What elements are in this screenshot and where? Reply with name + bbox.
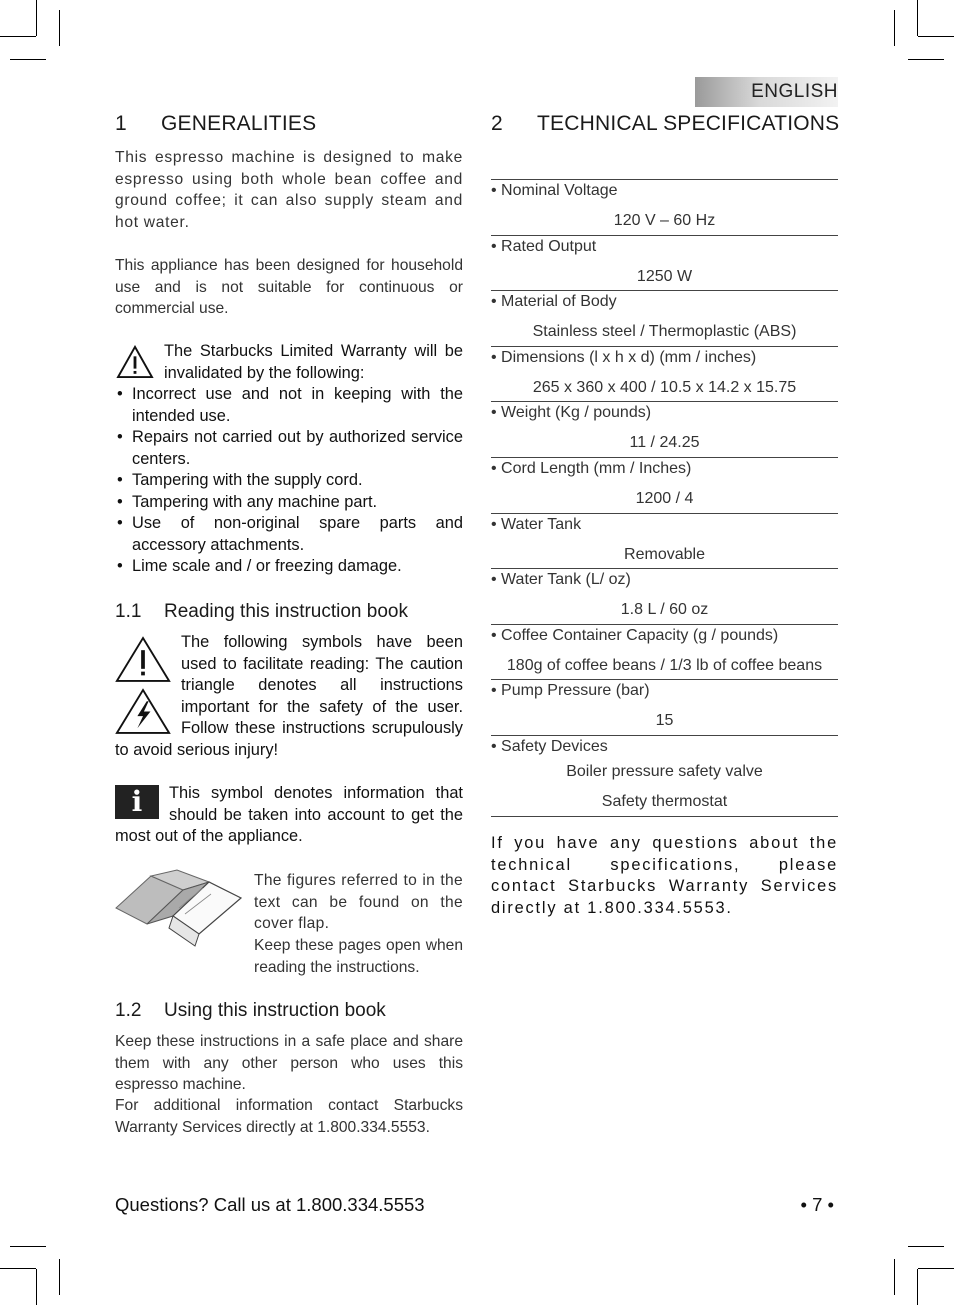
- info-text: [115, 783, 463, 848]
- spec-label: • Safety Devices: [491, 737, 608, 755]
- list-item: • Lime scale and / or freezing damage.: [115, 556, 463, 578]
- section-2-heading: [491, 112, 839, 136]
- info-icon: i: [115, 785, 159, 819]
- spec-label: • Dimensions (l x h x d) (mm / inches): [491, 348, 757, 366]
- warranty-list: [115, 384, 463, 578]
- section-1-1-heading: [115, 601, 408, 623]
- table-row: [491, 180, 838, 236]
- crop-mark: [918, 1268, 954, 1269]
- crop-mark: [894, 10, 895, 46]
- language-label: ENGLISH: [751, 81, 838, 102]
- cover-flap-illustration: [113, 868, 243, 948]
- table-row: [491, 736, 838, 817]
- crop-mark: [59, 10, 60, 46]
- crop-mark: [917, 1269, 918, 1305]
- spec-value: Safety thermostat: [601, 792, 728, 810]
- spec-label: • Water Tank (L/ oz): [491, 571, 631, 589]
- table-row: [491, 402, 838, 458]
- figures-text: The figures referred to in the text can be found on the cover flap.: [254, 872, 463, 932]
- crop-mark: [0, 1268, 36, 1269]
- spec-value: Stainless steel / Thermoplastic (ABS): [532, 323, 797, 341]
- table-row: [491, 514, 838, 570]
- footer-questions: Questions? Call us at 1.800.334.5553: [115, 1194, 425, 1215]
- crop-mark: [908, 59, 944, 60]
- warning-triangle-icon: [116, 345, 154, 379]
- section-1-2-title: Using this instruction book: [164, 1000, 386, 1021]
- crop-mark: [10, 59, 46, 60]
- crop-mark: [36, 1269, 37, 1305]
- generalities-paragraph-1: This espresso machine is designed to make espresso using both whole bean coffee and ground coffee; it can also supply steam and hot water.: [115, 149, 463, 231]
- spec-value: 1200 / 4: [635, 489, 694, 507]
- usage-paragraph-1: Keep these instructions in a safe place and share them with any other person who uses this espresso machine.: [115, 1033, 463, 1093]
- spec-label: • Material of Body: [491, 293, 617, 311]
- table-row: [491, 458, 838, 514]
- section-1-1-number: 1.1: [115, 601, 142, 622]
- table-row: [491, 236, 838, 292]
- section-2-title: TECHNICAL SPECIFICATIONS: [537, 112, 840, 135]
- section-1-1-title: Reading this instruction book: [164, 601, 408, 622]
- list-item: • Tampering with any machine part.: [115, 492, 463, 514]
- spec-label: • Weight (Kg / pounds): [491, 404, 652, 422]
- list-item: • Use of non-original spare parts and accessory attachments.: [115, 513, 463, 556]
- crop-mark: [918, 36, 954, 37]
- spec-label: • Nominal Voltage: [491, 182, 618, 199]
- spec-value: 265 x 360 x 400 / 10.5 x 14.2 x 15.75: [532, 378, 797, 396]
- symbols-text: [115, 632, 463, 761]
- crop-mark: [0, 36, 36, 37]
- spec-label: • Pump Pressure (bar): [491, 682, 650, 700]
- symbols-description: The following symbols have been used to facilitate reading: The caution triangle denotes all instructions important for the safety of the user. Follow these instructions scrupulously to avoid serious injury!: [115, 633, 463, 759]
- warranty-intro: The Starbucks Limited Warranty will be invalidated by the following:: [164, 342, 463, 382]
- table-row: [491, 680, 838, 736]
- list-item: • Incorrect use and not in keeping with the intended use.: [115, 384, 463, 427]
- section-1-2-heading: [115, 1000, 386, 1022]
- section-1-title: GENERALITIES: [161, 112, 317, 135]
- list-item: • Repairs not carried out by authorized service centers.: [115, 427, 463, 470]
- crop-mark: [10, 1246, 46, 1247]
- list-item: • Tampering with the supply cord.: [115, 470, 463, 492]
- section-1-number: 1: [115, 112, 127, 135]
- table-row: [491, 569, 838, 625]
- spec-value: 15: [655, 712, 674, 730]
- section-1-2-number: 1.2: [115, 1000, 142, 1021]
- section-2-number: 2: [491, 112, 503, 135]
- crop-mark: [59, 1259, 60, 1295]
- contact-paragraph: If you have any questions about the technical specifications, please contact Starbucks Warranty Services directly at 1.800.334.5553.: [491, 834, 838, 917]
- specifications-table: [491, 179, 838, 817]
- generalities-paragraph-2: This appliance has been designed for household use and is not suitable for continuous or commercial use.: [115, 257, 463, 317]
- info-description: This symbol denotes information that should be taken into account to get the most out of the appliance.: [115, 784, 463, 845]
- crop-mark: [36, 0, 37, 36]
- spec-value: 11 / 24.25: [629, 434, 700, 452]
- section-1-heading: [115, 112, 316, 136]
- page-number: • 7 •: [800, 1194, 834, 1215]
- crop-mark: [908, 1246, 944, 1247]
- spec-label: • Coffee Container Capacity (g / pounds): [491, 626, 779, 644]
- keep-open-text: Keep these pages open when reading the instructions.: [254, 937, 463, 976]
- spec-value: Removable: [624, 545, 705, 563]
- spec-label: • Cord Length (mm / Inches): [491, 459, 692, 477]
- crop-mark: [917, 0, 918, 36]
- language-tab: [695, 77, 838, 107]
- spec-value: Boiler pressure safety valve: [566, 762, 763, 780]
- usage-paragraph-2: For additional information contact Starbucks Warranty Services directly at 1.800.334.5553.: [115, 1097, 463, 1136]
- spec-value: 1.8 L / 60 oz: [620, 601, 709, 619]
- crop-mark: [894, 1259, 895, 1295]
- table-row: [491, 347, 838, 403]
- table-row: [491, 625, 838, 681]
- spec-value: 120 V – 60 Hz: [613, 212, 716, 229]
- spec-value: 180g of coffee beans / 1/3 lb of coffee beans: [506, 656, 823, 674]
- spec-value: 1250 W: [636, 267, 693, 285]
- spec-label: • Water Tank: [491, 515, 582, 533]
- table-row: [491, 291, 838, 347]
- spec-label: • Rated Output: [491, 237, 597, 255]
